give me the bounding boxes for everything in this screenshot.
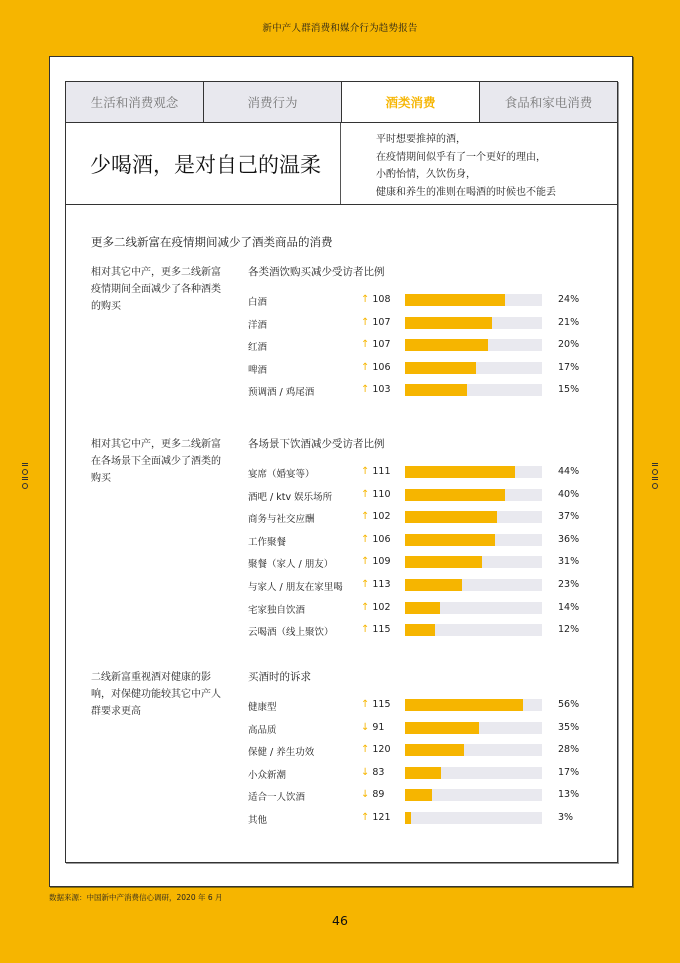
row-index: [361, 489, 391, 500]
bar-fill: [405, 789, 432, 801]
arrow-up-icon: ↑: [361, 466, 370, 477]
row-percentage: 14%: [558, 601, 580, 613]
row-percentage: 44%: [558, 466, 580, 477]
row-index: [361, 534, 391, 545]
row-percentage: 21%: [558, 316, 580, 328]
chart-row: [248, 486, 588, 509]
row-percentage: 15%: [558, 384, 580, 396]
bar-fill: [405, 294, 505, 306]
index-value: 108: [372, 294, 391, 305]
hero-line: 平时想要推掉的酒，: [376, 134, 466, 145]
index-value: 109: [372, 556, 391, 568]
row-index: [361, 624, 391, 635]
row-percentage: 24%: [558, 294, 580, 305]
chart-description: 相对其它中产，更多二线新富疫情期间全面减少了各种酒类的购买: [91, 267, 221, 312]
row-index: [361, 511, 391, 522]
index-value: 120: [372, 744, 391, 756]
bar-track: [405, 466, 542, 478]
hero-line: 健康和养生的准则在喝酒的时候也不能丢: [376, 186, 556, 198]
bar-fill: [405, 384, 467, 396]
row-index: [361, 384, 391, 395]
line-mark-icon: [652, 463, 658, 464]
row-index: [361, 744, 391, 755]
arrow-up-icon: ↑: [361, 699, 370, 710]
bar-fill: [405, 699, 523, 711]
tab-lifestyle[interactable]: 生活和消费观念: [66, 82, 204, 122]
row-label: 酒吧 / ktv 娱乐场所: [248, 491, 333, 503]
bar-track: [405, 489, 542, 501]
arrow-up-icon: ↑: [361, 533, 370, 545]
row-index: [361, 556, 391, 567]
row-label: 白酒: [248, 297, 268, 308]
row-index: [361, 317, 391, 328]
arrow-up-icon: ↑: [361, 624, 370, 636]
chart-row: [248, 531, 588, 554]
chart-row: [248, 359, 588, 382]
arrow-down-icon: ↓: [361, 766, 370, 778]
row-label: 宴席（婚宴等）: [248, 469, 315, 480]
bar-fill: [405, 339, 488, 351]
chart-title: 买酒时的诉求: [248, 671, 311, 683]
index-value: 115: [372, 624, 391, 636]
row-percentage: 17%: [558, 361, 580, 373]
row-percentage: 13%: [558, 789, 580, 801]
line-mark-icon: [652, 477, 658, 478]
bar-track: [405, 317, 542, 329]
index-value: 121: [372, 811, 391, 823]
index-value: 111: [372, 466, 391, 477]
arrow-down-icon: ↓: [361, 721, 370, 733]
chart-row: [248, 621, 588, 644]
arrow-up-icon: ↑: [361, 511, 370, 523]
index-value: 107: [372, 339, 391, 351]
row-label: 适合一人饮酒: [248, 792, 306, 804]
arrow-up-icon: ↑: [361, 488, 370, 500]
index-value: 107: [372, 316, 391, 328]
row-label: 宅家独自饮酒: [248, 604, 306, 616]
row-index: [361, 789, 384, 800]
content-frame: [65, 81, 618, 863]
row-percentage: 35%: [558, 721, 580, 733]
chart-row: [248, 553, 588, 576]
bar-track: [405, 744, 542, 756]
arrow-up-icon: ↑: [361, 578, 370, 590]
row-index: [361, 362, 391, 373]
hero-headline: 少喝酒，是对自己的温柔: [66, 123, 341, 204]
index-value: 113: [372, 578, 391, 590]
chart-row: [248, 599, 588, 622]
row-label: 洋酒: [248, 319, 268, 331]
arrow-up-icon: ↑: [361, 294, 370, 305]
side-decoration-right: [650, 463, 660, 489]
circle-mark-icon: [22, 469, 28, 475]
bar-fill: [405, 579, 462, 591]
row-index: [361, 339, 391, 350]
tab-alcohol-consumption[interactable]: 酒类消费: [342, 82, 480, 122]
chart-row: [248, 764, 588, 787]
arrow-up-icon: ↑: [361, 601, 370, 613]
data-source-note: 数据来源：中国新中产消费信心调研，2020 年 6 月: [49, 893, 223, 902]
bar-track: [405, 722, 542, 734]
bar-track: [405, 624, 542, 636]
chart-row: [248, 314, 588, 337]
chart-description: 相对其它中产，更多二线新富在各场景下全面减少了酒类的购买: [91, 439, 221, 484]
circle-mark-icon: [652, 469, 658, 475]
section-tabs: [66, 82, 617, 123]
bar-track: [405, 534, 542, 546]
row-index: [361, 602, 391, 613]
line-mark-icon: [22, 463, 28, 464]
hero-section: [66, 123, 617, 205]
row-percentage: 17%: [558, 766, 580, 778]
arrow-up-icon: ↑: [361, 361, 370, 373]
row-label: 小众新潮: [248, 769, 287, 781]
index-value: 106: [372, 533, 391, 545]
arrow-up-icon: ↑: [361, 811, 370, 823]
bar-track: [405, 511, 542, 523]
page-number: 46: [332, 913, 348, 928]
chart-row: [248, 696, 588, 719]
bar-fill: [405, 489, 505, 501]
chart-row: [248, 809, 588, 832]
bar-fill: [405, 511, 497, 523]
index-value: 102: [372, 511, 391, 523]
index-value: 110: [372, 488, 391, 500]
row-percentage: 37%: [558, 511, 580, 523]
row-label: 工作聚餐: [248, 536, 287, 548]
bar-fill: [405, 624, 435, 636]
index-value: 103: [372, 384, 391, 396]
chart-rows: [248, 696, 588, 832]
chart-row: [248, 786, 588, 809]
bar-fill: [405, 602, 440, 614]
line-mark-icon: [22, 477, 28, 478]
arrow-up-icon: ↑: [361, 384, 370, 396]
row-index: [361, 579, 391, 590]
arrow-down-icon: ↓: [361, 789, 370, 801]
index-value: 106: [372, 361, 391, 373]
row-percentage: 3%: [558, 811, 574, 823]
bar-track: [405, 699, 542, 711]
bar-track: [405, 579, 542, 591]
bar-fill: [405, 722, 479, 734]
bar-track: [405, 294, 542, 306]
chart-row: [248, 381, 588, 404]
circle-mark-icon: [652, 483, 658, 489]
bar-fill: [405, 744, 464, 756]
row-label: 健康型: [248, 702, 277, 713]
chart-title: 各类酒饮购买减少受访者比例: [248, 266, 385, 278]
arrow-up-icon: ↑: [361, 744, 370, 756]
row-index: [361, 294, 391, 305]
row-index: [361, 767, 384, 778]
row-index: [361, 699, 391, 710]
arrow-up-icon: ↑: [361, 556, 370, 568]
bar-fill: [405, 534, 495, 546]
row-label: 其他: [248, 814, 268, 826]
row-percentage: 40%: [558, 488, 580, 500]
bar-fill: [405, 362, 476, 374]
row-percentage: 12%: [558, 624, 580, 636]
bar-fill: [405, 466, 515, 478]
row-label: 预调酒 / 鸡尾酒: [248, 387, 315, 399]
report-title: 新中产人群消费和媒介行为趋势报告: [262, 23, 418, 34]
chart-row: [248, 463, 588, 486]
row-label: 与家人 / 朋友在家里喝: [248, 581, 343, 593]
bar-track: [405, 767, 542, 779]
hero-line: 在疫情期间似乎有了一个更好的理由，: [376, 151, 546, 163]
bar-track: [405, 339, 542, 351]
hero-description: [341, 123, 617, 204]
index-value: 91: [372, 721, 385, 733]
row-label: 商务与社交应酬: [248, 514, 315, 526]
chart-rows: [248, 463, 588, 644]
bar-track: [405, 556, 542, 568]
bar-track: [405, 812, 542, 824]
row-label: 保健 / 养生功效: [248, 747, 315, 759]
content-panel: [49, 56, 633, 887]
bar-fill: [405, 317, 492, 329]
bar-track: [405, 362, 542, 374]
row-label: 红酒: [248, 342, 268, 354]
chart-row: [248, 336, 588, 359]
row-percentage: 23%: [558, 578, 580, 590]
row-label: 聚餐（家人 / 朋友）: [248, 559, 334, 571]
row-percentage: 56%: [558, 699, 580, 710]
hero-line: 小酌怡情，久饮伤身，: [376, 169, 476, 180]
bar-track: [405, 384, 542, 396]
row-index: [361, 812, 391, 823]
row-percentage: 36%: [558, 533, 580, 545]
chart-row: [248, 291, 588, 314]
chart-row: [248, 508, 588, 531]
index-value: 102: [372, 601, 391, 613]
section-title: 更多二线新富在疫情期间减少了酒类商品的消费: [91, 235, 333, 249]
circle-mark-icon: [22, 483, 28, 489]
index-value: 89: [372, 789, 385, 801]
row-label: 啤酒: [248, 364, 268, 376]
bar-track: [405, 789, 542, 801]
bar-fill: [405, 812, 411, 824]
row-label: 高品质: [248, 724, 277, 736]
chart-row: [248, 719, 588, 742]
chart-row: [248, 741, 588, 764]
row-percentage: 28%: [558, 744, 580, 756]
tab-consumption-behavior[interactable]: 消费行为: [204, 82, 342, 122]
bar-fill: [405, 767, 441, 779]
row-percentage: 20%: [558, 339, 580, 351]
bar-fill: [405, 556, 482, 568]
chart-description: 二线新富重视酒对健康的影响，对保健功能较其它中产人群要求更高: [91, 672, 221, 717]
row-index: [361, 466, 391, 477]
index-value: 115: [372, 699, 391, 710]
chart-title: 各场景下饮酒减少受访者比例: [248, 438, 385, 450]
side-decoration-left: [20, 463, 30, 489]
arrow-up-icon: ↑: [361, 339, 370, 351]
tab-food-appliances[interactable]: 食品和家电消费: [480, 82, 617, 122]
chart-row: [248, 576, 588, 599]
row-percentage: 31%: [558, 556, 580, 568]
chart-rows: [248, 291, 588, 404]
row-index: [361, 722, 384, 733]
arrow-up-icon: ↑: [361, 316, 370, 328]
row-label: 云喝酒（线上聚饮）: [248, 627, 334, 639]
bar-track: [405, 602, 542, 614]
index-value: 83: [372, 766, 385, 778]
